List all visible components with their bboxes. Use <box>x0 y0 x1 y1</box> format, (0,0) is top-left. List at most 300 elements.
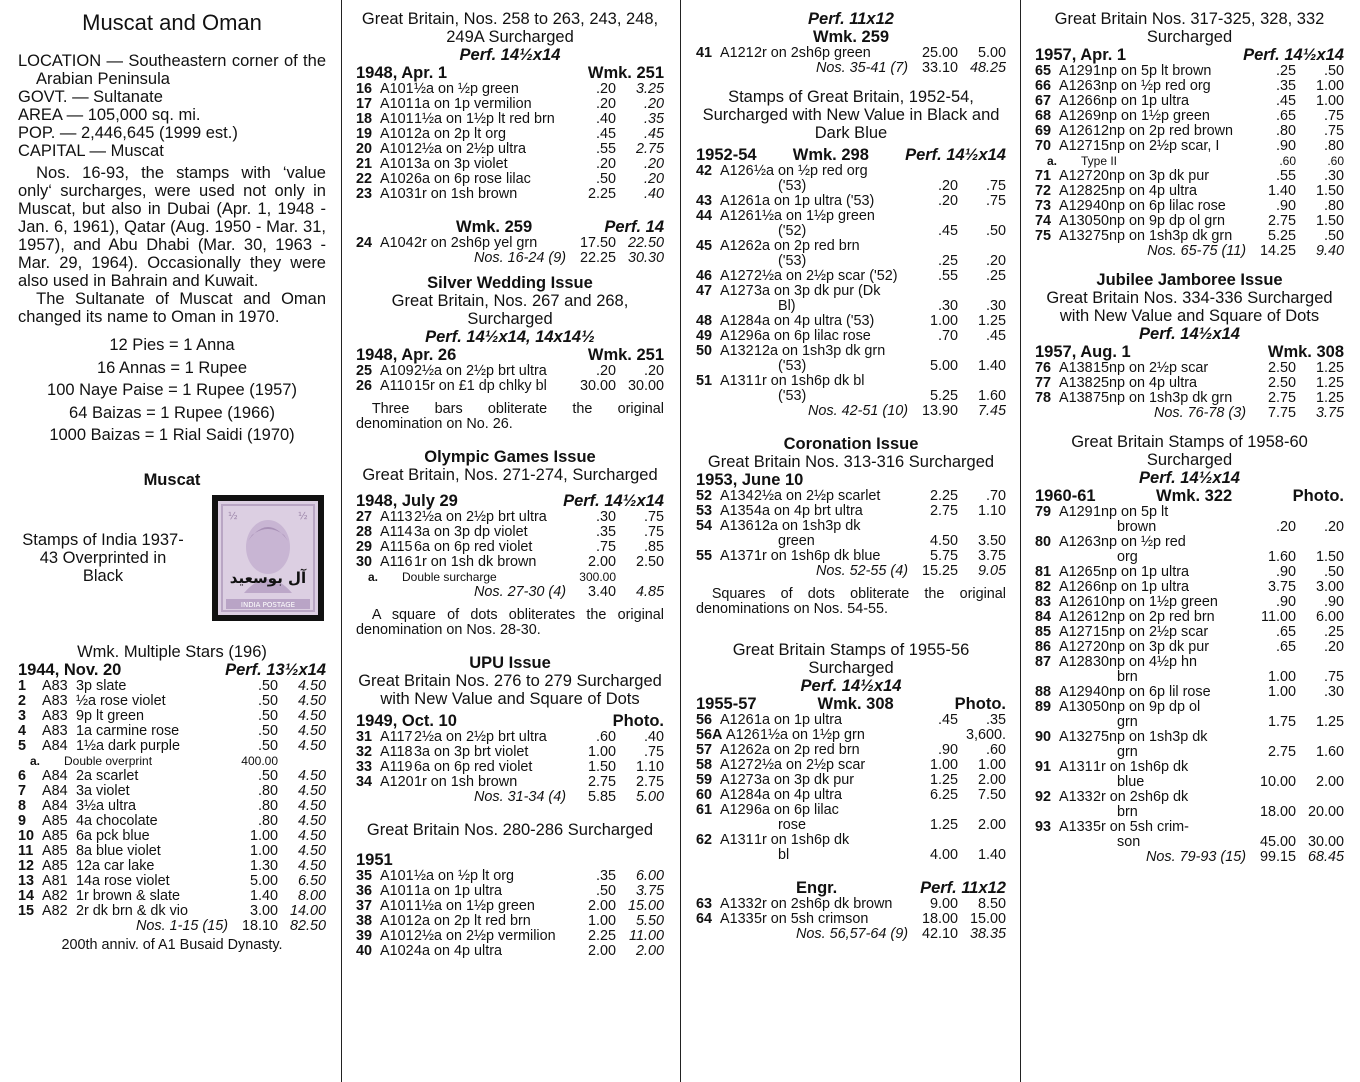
stamp-description: 6a on 6p lilac rose <box>754 329 871 344</box>
mint-value <box>914 728 958 743</box>
mint-value: .55 <box>1275 168 1296 184</box>
stamp-listing <box>356 510 664 600</box>
stamp-row <box>696 344 1006 359</box>
total-mint-value: 33.10 <box>921 60 958 76</box>
used-value: 11.00 <box>629 928 664 944</box>
design-type: A101 <box>380 928 414 944</box>
used-value: 30.00 <box>627 378 664 394</box>
perforation: Perf. 14½x14 <box>563 492 664 510</box>
design-type: A132 <box>1059 228 1093 244</box>
used-value: .75 <box>643 744 664 760</box>
stamp-row <box>18 739 326 754</box>
issue-heading: Great Britain Nos. 280-286 Surcharged <box>366 821 654 839</box>
stamp-description: 6np on 1p ultra <box>1093 580 1190 595</box>
catalog-number: 29 <box>356 539 373 555</box>
issue-date: 1957, Aug. 1 <box>1035 343 1131 361</box>
stamp-description: 1r on 1sh brown <box>414 187 518 202</box>
catalog-number: 90 <box>1035 729 1052 745</box>
design-type: A101 <box>380 898 414 914</box>
catalog-number: 89 <box>1035 699 1052 715</box>
stamp-description: 4a on 4p ultra <box>414 944 503 959</box>
catalog-number: 92 <box>1035 789 1052 805</box>
mint-value: 1.40 <box>249 887 278 904</box>
used-value: .20 <box>985 253 1006 269</box>
catalog-number: 43 <box>696 193 713 209</box>
stamp-row-continuation <box>1035 835 1344 850</box>
stamp-description-continuation: blue <box>1117 775 1145 790</box>
stamp-description: 3a on 3p dp violet <box>414 525 528 540</box>
used-value: 4.50 <box>297 737 326 754</box>
catalog-number: 36 <box>356 883 373 899</box>
issue-heading: Great Britain Nos. 317-325, 328, 332 Surcharged <box>1054 10 1325 46</box>
used-value: 5.00 <box>977 45 1006 61</box>
used-value: .90 <box>1323 594 1344 610</box>
stamp-row <box>1035 199 1344 214</box>
variety-row <box>356 570 664 585</box>
catalog-number: 44 <box>696 208 713 224</box>
used-value: 6.00 <box>1315 609 1344 625</box>
stamp-description: 1a on 1p ultra ('53) <box>754 194 875 209</box>
column-divider <box>1020 0 1021 1082</box>
perforation: Perf. 14½x14, 14x14½ <box>425 328 595 346</box>
design-type: A84 <box>42 767 68 784</box>
catalog-number: 47 <box>696 283 713 299</box>
catalog-number: 83 <box>1035 594 1052 610</box>
design-type: A101 <box>380 111 414 127</box>
catalog-number: 81 <box>1035 564 1052 580</box>
catalog-number: 79 <box>1035 504 1052 520</box>
mint-value: 2.25 <box>587 928 616 944</box>
design-type: A126 <box>1059 564 1093 580</box>
stamp-description: 8a blue violet <box>76 843 161 859</box>
catalog-number: 3 <box>18 707 27 724</box>
stamp-description: 14a rose violet <box>76 873 170 889</box>
variety-row <box>18 754 326 769</box>
used-value: .30 <box>985 298 1006 314</box>
stamp-description: 4a on 4p ultra <box>754 788 843 803</box>
design-type: A126 <box>1059 579 1093 595</box>
stamp-row <box>356 364 664 379</box>
stamp-row <box>356 236 664 251</box>
used-value: 30.00 <box>1307 834 1344 850</box>
stamp-row-continuation <box>1035 745 1344 760</box>
design-type: A129 <box>720 802 754 818</box>
stamp-row <box>356 127 664 142</box>
mint-value: 2.00 <box>587 898 616 914</box>
stamp-description: 1r on 1sh6p dk <box>754 833 850 848</box>
design-type: A138 <box>1059 360 1093 376</box>
used-value: 3.00 <box>1315 579 1344 595</box>
design-type: A116 <box>380 554 413 570</box>
issue-date: 1948, Apr. 26 <box>356 346 457 364</box>
stamp-description: 2a on 2p red brn <box>754 743 860 758</box>
used-value: .20 <box>1323 639 1344 655</box>
mint-value: .45 <box>937 223 958 239</box>
used-value: .35 <box>643 111 664 127</box>
stamp-row <box>1035 229 1344 244</box>
used-value: 1.50 <box>1315 183 1344 199</box>
stamp-description: 2½a on 2½p scar ('52) <box>754 269 898 284</box>
used-value: 15.00 <box>627 898 664 914</box>
stamp-row <box>356 899 664 914</box>
catalog-number: 19 <box>356 126 373 142</box>
used-value: .50 <box>1323 63 1344 79</box>
design-type: A130 <box>1059 213 1093 229</box>
design-type: A120 <box>380 774 414 790</box>
used-value: .25 <box>985 268 1006 284</box>
catalog-number: 62 <box>696 832 713 848</box>
total-mint-value: 18.10 <box>241 917 278 934</box>
used-value: .20 <box>643 171 664 187</box>
stamp-row <box>696 833 1006 848</box>
stamp-description-continuation: ('53) <box>778 254 807 269</box>
stamp-row <box>1035 109 1344 124</box>
total-label: Nos. 27-30 (4) <box>474 585 566 600</box>
mint-value: 2.00 <box>587 943 616 959</box>
catalog-number: 80 <box>1035 534 1052 550</box>
stamp-row <box>18 709 326 724</box>
catalog-number: 7 <box>18 782 27 799</box>
used-value: .45 <box>985 328 1006 344</box>
stamp-description: 1np on 5p lt <box>1093 505 1169 520</box>
stamp-description-continuation: Bl) <box>778 299 796 314</box>
catalog-number: 12 <box>18 857 35 874</box>
design-type: A127 <box>1059 168 1093 184</box>
total-row <box>1035 406 1344 421</box>
mint-value: .90 <box>1275 138 1296 154</box>
stamp-row <box>696 788 1006 803</box>
mint-value: 25.00 <box>921 45 958 61</box>
used-value: .45 <box>643 126 664 142</box>
stamp-row-continuation <box>1035 715 1344 730</box>
catalog-number: 57 <box>696 742 713 758</box>
mint-value: .70 <box>937 328 958 344</box>
design-type: A127 <box>1059 624 1093 640</box>
catalog-number: 13 <box>18 872 35 889</box>
currency-line: 100 Naye Paise = 1 Rupee (1957) <box>47 381 297 399</box>
design-type: A85 <box>42 812 68 829</box>
design-type: A126 <box>1059 93 1093 109</box>
catalog-number: 53 <box>696 503 713 519</box>
catalog-number: 66 <box>1035 78 1052 94</box>
used-value <box>278 754 326 769</box>
stamp-row-continuation <box>1035 520 1344 535</box>
stamp-listing <box>696 897 1006 942</box>
design-type: A126 <box>720 742 754 758</box>
used-value: 3.75 <box>977 548 1006 564</box>
mint-value: 1.00 <box>249 827 278 844</box>
column-1 <box>18 0 326 1082</box>
stamp-listing <box>696 46 1006 76</box>
stamp-listing <box>696 489 1006 579</box>
stamp-description: 20np on 3p dk pur <box>1093 640 1210 655</box>
perforation: Perf. 14½x14 <box>1139 469 1240 487</box>
info-capital: CAPITAL — Muscat <box>18 142 164 160</box>
stamp-row <box>356 775 664 790</box>
stamp-description-continuation: bl <box>778 848 790 863</box>
perforation: Perf. 14 <box>604 218 664 236</box>
catalog-number: 31 <box>356 729 373 745</box>
catalog-number: 40 <box>356 943 373 959</box>
mint-value: .65 <box>1275 624 1296 640</box>
stamp-description-continuation: son <box>1117 835 1141 850</box>
catalog-number: 49 <box>696 328 713 344</box>
catalog-number: 37 <box>356 898 373 914</box>
catalog-number: 51 <box>696 373 713 389</box>
stamp-row <box>18 859 326 874</box>
stamp-row <box>1035 610 1344 625</box>
catalog-number: 27 <box>356 509 373 525</box>
mint-value: .50 <box>257 737 278 754</box>
stamp-row <box>1035 391 1344 406</box>
stamp-row <box>1035 376 1344 391</box>
stamp-description: 75np on 1sh3p dk grn <box>1093 391 1233 406</box>
mint-value: 300.00 <box>579 570 616 584</box>
mint-value: .20 <box>595 156 616 172</box>
used-value: 1.40 <box>977 847 1006 863</box>
total-row <box>696 927 1006 942</box>
used-value: 4.50 <box>297 827 326 844</box>
stamp-row <box>696 728 1006 743</box>
stamp-row-continuation <box>696 254 1006 269</box>
mint-value: 2.75 <box>587 774 616 790</box>
stamp-row <box>696 239 1006 254</box>
used-value: 3.75 <box>635 883 664 899</box>
mint-value: .20 <box>937 178 958 194</box>
design-type: A134 <box>720 488 754 504</box>
stamp-description: 3a on 3p violet <box>414 157 508 172</box>
stamp-description: 1r on 1sh6p dk bl <box>754 374 865 389</box>
catalog-number: 69 <box>1035 123 1052 139</box>
stamp-row <box>1035 730 1344 745</box>
mint-value: .50 <box>595 171 616 187</box>
stamp-row <box>18 799 326 814</box>
used-value: 1.50 <box>1315 213 1344 229</box>
catalog-number: 10 <box>18 827 35 844</box>
total-label: Nos. 76-78 (3) <box>1154 406 1246 421</box>
catalog-number: 17 <box>356 96 373 112</box>
stamp-row-continuation <box>696 389 1006 404</box>
variety-description: Double overprint <box>64 753 153 768</box>
mint-value: .45 <box>595 126 616 142</box>
stamp-row <box>696 269 1006 284</box>
mint-value: 3.00 <box>249 902 278 919</box>
stamp-listing <box>356 364 664 394</box>
stamp-row <box>1035 505 1344 520</box>
issue-heading: Stamps of Great Britain, 1952-54, Surcharged with New Value in Black and Dark Blue <box>702 88 1000 142</box>
info-location: LOCATION — Southeastern corner of the Arabian Peninsula <box>18 52 326 88</box>
design-type: A128 <box>720 313 754 329</box>
used-value: 4.50 <box>297 842 326 859</box>
stamp-row <box>1035 655 1344 670</box>
stamp-description: 9np on 1½p green <box>1093 109 1210 124</box>
variety-letter: a. <box>1047 154 1058 168</box>
stamp-row <box>356 510 664 525</box>
printing-method: Engr. <box>796 879 838 897</box>
issue-title: UPU Issue <box>469 654 551 672</box>
perforation: Perf. 14½x14 <box>800 677 902 695</box>
stamp-description-continuation: ('53) <box>778 389 807 404</box>
design-type: A128 <box>720 787 754 803</box>
stamp-row <box>1035 535 1344 550</box>
mint-value: .50 <box>257 692 278 709</box>
mint-value: 1.00 <box>587 913 616 929</box>
watermark: Wmk. 259 <box>456 218 533 236</box>
variety-description: Double surcharge <box>402 570 497 584</box>
issue-date: 1957, Apr. 1 <box>1035 46 1127 64</box>
total-used-value: 4.85 <box>635 584 664 600</box>
total-mint-value: 99.15 <box>1259 849 1296 865</box>
catalog-number: 82 <box>1035 579 1052 595</box>
mint-value: .25 <box>937 253 958 269</box>
used-value: 1.10 <box>635 759 664 775</box>
stamp-description: 3p slate <box>76 678 127 694</box>
stamp-description-continuation: brn <box>1117 670 1138 685</box>
used-value: 7.50 <box>977 787 1006 803</box>
catalog-number: 28 <box>356 524 373 540</box>
stamp-row <box>356 157 664 172</box>
used-value: 2.50 <box>635 554 664 570</box>
stamp-description: 1r on 1sh6p dk <box>1093 760 1189 775</box>
used-value: 4.50 <box>297 692 326 709</box>
catalog-number: 11 <box>18 842 34 859</box>
catalog-number: 74 <box>1035 213 1052 229</box>
mint-value: 1.50 <box>587 759 616 775</box>
design-type: A82 <box>42 902 68 919</box>
mint-value: .80 <box>257 782 278 799</box>
mint-value: 5.25 <box>1267 228 1296 244</box>
used-value: 2.00 <box>635 943 664 959</box>
stamp-row <box>696 897 1006 912</box>
mint-value: 1.30 <box>249 857 278 874</box>
stamp-description: 1½a on 1½p green <box>754 209 875 224</box>
note: Three bars obliterate the original denomination on No. 26. <box>356 401 664 432</box>
stamp-description: 1a carmine rose <box>76 723 180 739</box>
design-type: A101 <box>380 126 414 142</box>
total-used-value: 38.35 <box>969 926 1006 942</box>
design-type: A131 <box>1059 759 1093 775</box>
total-used-value: 9.05 <box>977 563 1006 579</box>
intro-paragraph: Nos. 16-93, the stamps with ‘value only‘ surcharges, were used not only in Muscat, but also in Dubai (Apr. 1, 1948 - Jan. 6, 1961), Qatar (Aug. 1950 - Mar. 31, 1957), and Abu Dhabi (Mar. 30, 1963 - Mar. 29, 1964). Occasionally they were also used in Bahrain and Kuwait. <box>18 164 326 290</box>
design-type: A83 <box>42 677 68 694</box>
svg-text:½: ½ <box>228 510 238 522</box>
catalog-number: 18 <box>356 111 373 127</box>
mint-value: 2.75 <box>1267 390 1296 406</box>
used-value: .30 <box>1323 684 1344 700</box>
mint-value: 2.50 <box>1267 375 1296 391</box>
stamp-description: 1r brown & slate <box>76 888 180 904</box>
stamp-row <box>18 769 326 784</box>
used-value: .80 <box>1323 138 1344 154</box>
stamp-row <box>356 555 664 570</box>
stamp-listing <box>696 713 1006 863</box>
used-value: .75 <box>643 524 664 540</box>
mint-value: 5.25 <box>929 388 958 404</box>
mint-value: 2.25 <box>929 488 958 504</box>
used-value: 1.60 <box>1315 744 1344 760</box>
stamp-row-continuation <box>696 848 1006 863</box>
column-3 <box>696 0 1006 1082</box>
used-value: .20 <box>643 363 664 379</box>
used-value: .75 <box>643 509 664 525</box>
catalog-number: 65 <box>1035 63 1052 79</box>
mint-value: .25 <box>1275 63 1296 79</box>
country-title: Muscat and Oman <box>82 10 262 35</box>
issue-title: Jubilee Jamboree Issue <box>1096 271 1283 289</box>
used-value: 1.25 <box>1315 375 1344 391</box>
catalog-number: 9 <box>18 812 27 829</box>
stamp-row <box>18 784 326 799</box>
used-value: .20 <box>1323 519 1344 535</box>
mint-value: 1.00 <box>1267 684 1296 700</box>
stamp-description: 9p lt green <box>76 708 145 724</box>
stamp-description: ½a on ½p red org <box>754 164 868 179</box>
design-type: A126 <box>1059 609 1093 625</box>
mint-value: .35 <box>595 524 616 540</box>
stamp-row <box>1035 124 1344 139</box>
used-value: 4.50 <box>297 707 326 724</box>
mint-value: .30 <box>937 298 958 314</box>
stamp-description: 6np on 1p ultra <box>1093 94 1190 109</box>
used-value: 2.00 <box>977 817 1006 833</box>
issue-title: Coronation Issue <box>783 435 919 453</box>
mint-value: 2.75 <box>1267 744 1296 760</box>
used-value: .35 <box>985 712 1006 728</box>
used-value: 2.75 <box>635 774 664 790</box>
stamp-description: 1a on 1p vermilion <box>414 97 532 112</box>
design-type: A129 <box>720 328 754 344</box>
stamp-row-continuation <box>696 299 1006 314</box>
stamp-listing <box>1035 64 1344 259</box>
catalog-number: 70 <box>1035 138 1052 154</box>
watermark: Wmk. 259 <box>812 28 890 46</box>
used-value: 2.00 <box>977 772 1006 788</box>
stamp-description: 12np on 2p red brown <box>1093 124 1234 139</box>
stamp-row-continuation <box>696 224 1006 239</box>
design-type: A101 <box>380 141 414 157</box>
mint-value: .65 <box>1275 108 1296 124</box>
stamp-listing <box>1035 505 1344 865</box>
stamp-row <box>18 679 326 694</box>
watermark: Wmk. 251 <box>587 346 664 364</box>
stamp-description: ½a on ½p green <box>414 82 519 97</box>
printing-method: Photo. <box>1292 487 1344 505</box>
used-value: .50 <box>1323 564 1344 580</box>
mint-value: .60 <box>1279 154 1296 168</box>
stamp-row <box>696 803 1006 818</box>
watermark: Wmk. 322 <box>1156 487 1233 505</box>
watermark: Wmk. 298 <box>792 146 869 164</box>
catalog-number: 86 <box>1035 639 1052 655</box>
stamp-row <box>1035 64 1344 79</box>
stamp-description: 1np on 5p lt brown <box>1093 64 1212 79</box>
issue-title: Silver Wedding Issue <box>427 274 593 292</box>
stamp-description: 15np on 2½p scar, I <box>1093 139 1220 154</box>
king-portrait-icon <box>218 501 318 615</box>
total-label: Nos. 56,57-64 (9) <box>796 927 908 942</box>
info-area: AREA — 105,000 sq. mi. <box>18 106 201 124</box>
stamp-row <box>1035 565 1344 580</box>
mint-value: 2.00 <box>587 554 616 570</box>
stamp-description: 3a on 3p dk pur (Dk <box>754 284 881 299</box>
mint-value: 1.00 <box>1267 669 1296 685</box>
stamp-listing <box>1035 361 1344 421</box>
stamp-row <box>18 874 326 889</box>
currency-line: 16 Annas = 1 Rupee <box>97 358 247 377</box>
catalog-number: 2 <box>18 692 27 709</box>
catalog-number: 6 <box>18 767 27 784</box>
stamp-description: 2½a on 2½p brt ultra <box>414 364 547 379</box>
